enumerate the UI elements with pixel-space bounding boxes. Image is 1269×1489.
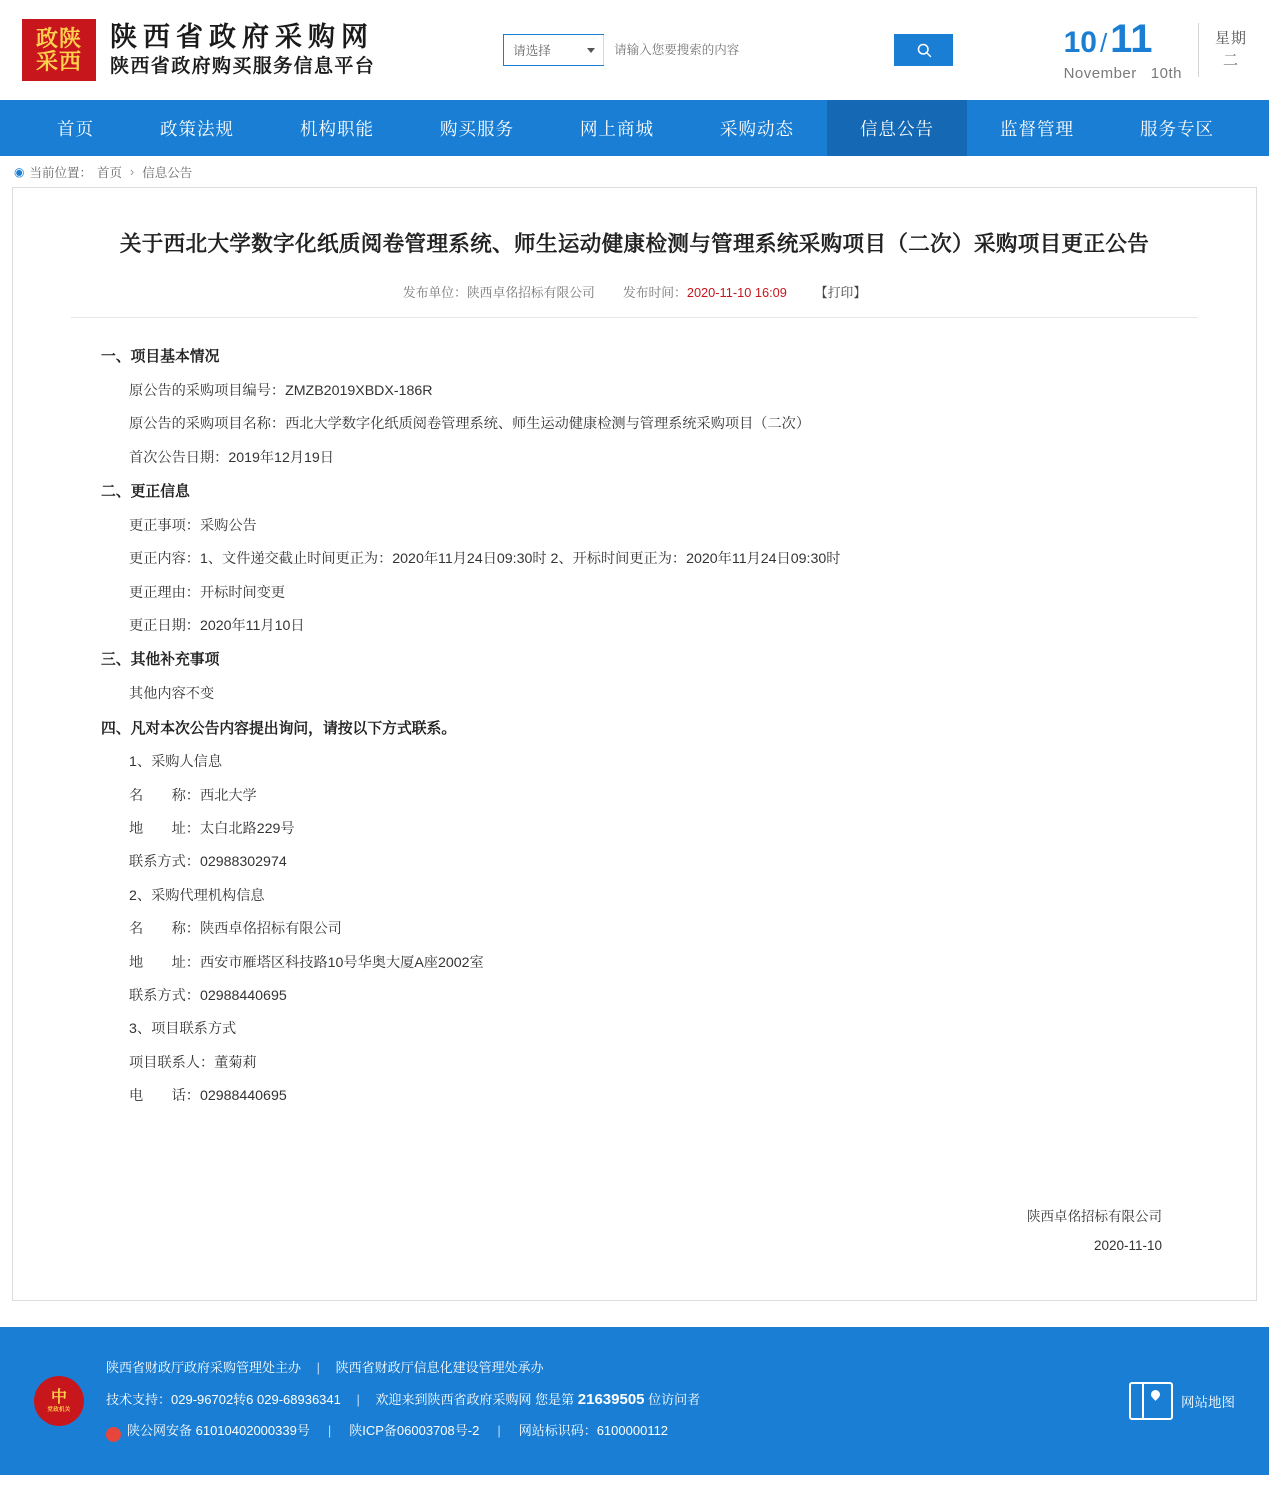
search-button[interactable] (895, 34, 953, 66)
section-4-line-10: 项目联系人：董菊莉 (129, 1054, 257, 1071)
date-month-day: 10th (1150, 64, 1182, 82)
footer-welcome: 欢迎来到陕西省政府采购网 您是第 (375, 1391, 575, 1407)
publish-time-label: 发布时间： (622, 285, 687, 301)
article-meta (71, 282, 1198, 318)
footer-host: 陕西省财政厅政府采购管理处主办 (106, 1360, 302, 1376)
nav-item-purchase-service[interactable]: 购买服务 (440, 118, 514, 139)
publisher-label: 发布单位： (402, 285, 467, 301)
section-4-line-4: 联系方式：02988302974 (129, 854, 287, 871)
date-day-small: 10 (1063, 25, 1097, 59)
search-area (503, 34, 953, 66)
publish-time-info (623, 282, 787, 301)
logo-mark-bottom: 采西 (35, 49, 82, 74)
site-footer (0, 1327, 1269, 1475)
footer-visitor-suffix: 位访问者 (648, 1391, 701, 1407)
section-4-line-11: 电 话：02988440695 (129, 1088, 287, 1105)
date-widget (1063, 16, 1247, 82)
section-4-line-3: 地 址：太白北路229号 (129, 821, 295, 838)
publisher-info (403, 282, 595, 301)
site-logo[interactable] (22, 19, 375, 81)
section-4-line-2: 名 称：西北大学 (129, 787, 257, 804)
footer-line-1 (106, 1353, 700, 1382)
footer-police-record[interactable]: 陕公网安备 61010402000339号 (127, 1423, 310, 1439)
location-pin-icon: ◉ (14, 164, 25, 179)
article-body (61, 318, 1208, 1260)
section-4-line-1: 1、采购人信息 (129, 754, 223, 771)
logo-mark-icon (22, 19, 96, 81)
gov-badge-main: 中 (50, 1389, 67, 1407)
nav-item-supervision[interactable]: 监督管理 (1000, 118, 1074, 139)
nav-item-functions[interactable]: 机构职能 (300, 118, 374, 139)
date-month: November (1063, 64, 1137, 82)
footer-line-3 (106, 1416, 668, 1445)
breadcrumb (0, 156, 1269, 187)
site-subtitle: 陕西省政府购买服务信息平台 (110, 55, 376, 77)
logo-mark-top: 政陕 (35, 25, 82, 51)
section-4-line-7: 地 址：西安市雁塔区科技路10号华奥大厦A座2002室 (129, 954, 484, 971)
section-2-line-3: 更正理由：开标时间变更 (129, 584, 286, 601)
gov-badge-icon (34, 1376, 84, 1426)
section-4-line-9: 3、项目联系方式 (129, 1021, 237, 1038)
nav-item-home[interactable]: 首页 (57, 118, 94, 139)
section-4-line-8: 联系方式：02988440695 (129, 987, 287, 1004)
nav-item-announcements[interactable]: 信息公告 (827, 100, 967, 156)
date-divider (1198, 23, 1199, 77)
footer-divider-2: | (356, 1391, 360, 1407)
footer-divider-4: | (497, 1423, 501, 1439)
section-1-line-1: 原公告的采购项目编号：ZMZB2019XBDX-186R (129, 383, 433, 400)
section-heading-3: 三、其他补充事项 (101, 652, 220, 669)
publish-time-value: 2020-11-10 16:09 (686, 285, 787, 301)
signature-date: 2020-11-10 (1093, 1237, 1162, 1253)
print-button[interactable]: 【打印】 (814, 285, 867, 301)
date-weekday: 星期 二 (1214, 30, 1247, 69)
nav-item-service-zone[interactable]: 服务专区 (1140, 118, 1214, 139)
search-input[interactable] (604, 34, 894, 66)
section-3-line-1: 其他内容不变 (129, 686, 215, 703)
breadcrumb-home[interactable]: 首页 (97, 165, 123, 180)
footer-support: 技术支持：029-96702转6 029-68936341 (106, 1391, 341, 1407)
section-1-line-3: 首次公告日期：2019年12月19日 (129, 449, 334, 466)
map-icon (1129, 1382, 1173, 1420)
site-header (0, 0, 1269, 100)
search-box (503, 34, 895, 66)
page-title: 关于西北大学数字化纸质阅卷管理系统、师生运动健康检测与管理系统采购项目（二次）采购项目更正公告 (119, 232, 1150, 256)
section-2-line-2: 更正内容：1、文件递交截止时间更正为：2020年11月24日09:30时 2、开标时间更正为：2020年11月24日09:30时 (129, 551, 841, 568)
signature-company: 陕西卓佲招标有限公司 (1027, 1209, 1162, 1225)
footer-divider-3: | (327, 1423, 332, 1439)
visitor-count: 21639505 (577, 1390, 645, 1408)
footer-operator: 陕西省财政厅信息化建设管理处承办 (335, 1360, 544, 1376)
announcement-card (12, 187, 1257, 1301)
date-slash: / (1099, 27, 1108, 58)
publisher-value: 陕西卓佲招标有限公司 (466, 285, 595, 301)
main-nav (0, 100, 1269, 156)
section-heading-1: 一、项目基本情况 (101, 349, 220, 366)
site-title: 陕西省政府采购网 (110, 21, 374, 52)
nav-item-policy[interactable]: 政策法规 (160, 118, 234, 139)
police-badge-icon (106, 1427, 121, 1442)
section-heading-4: 四、凡对本次公告内容提出询问，请按以下方式联系。 (101, 720, 457, 737)
footer-text-block (106, 1353, 700, 1448)
signature-block (81, 1203, 1188, 1260)
search-category-select[interactable] (504, 35, 604, 65)
sitemap-label: 网站地图 (1181, 1395, 1235, 1411)
footer-line-2 (106, 1383, 700, 1417)
footer-divider-1: | (316, 1360, 321, 1376)
section-2-line-4: 更正日期：2020年11月10日 (129, 618, 305, 635)
gov-badge-sub: 党政机关 (47, 1406, 71, 1413)
section-1-line-2: 原公告的采购项目名称：西北大学数字化纸质阅卷管理系统、师生运动健康检测与管理系统采购项目（二次） (129, 416, 811, 433)
breadcrumb-prefix: 当前位置： (29, 165, 92, 180)
section-4-line-5: 2、采购代理机构信息 (129, 887, 265, 904)
chevron-down-icon (587, 48, 595, 53)
nav-item-online-mall[interactable]: 网上商城 (580, 118, 654, 139)
date-day-big: 11 (1110, 16, 1153, 61)
nav-item-news[interactable]: 采购动态 (720, 118, 794, 139)
sitemap-link[interactable] (1129, 1382, 1235, 1420)
footer-icp[interactable]: 陕ICP备06003708号-2 (349, 1423, 480, 1439)
breadcrumb-separator: › (130, 164, 135, 179)
section-4-line-6: 名 称：陕西卓佲招标有限公司 (129, 921, 342, 938)
section-heading-2: 二、更正信息 (101, 484, 190, 501)
section-2-line-1: 更正事项：采购公告 (129, 517, 257, 534)
search-category-label: 请选择 (513, 44, 551, 58)
breadcrumb-current: 信息公告 (142, 165, 193, 180)
footer-site-code: 网站标识码：6100000112 (518, 1423, 669, 1439)
search-icon (916, 42, 933, 59)
